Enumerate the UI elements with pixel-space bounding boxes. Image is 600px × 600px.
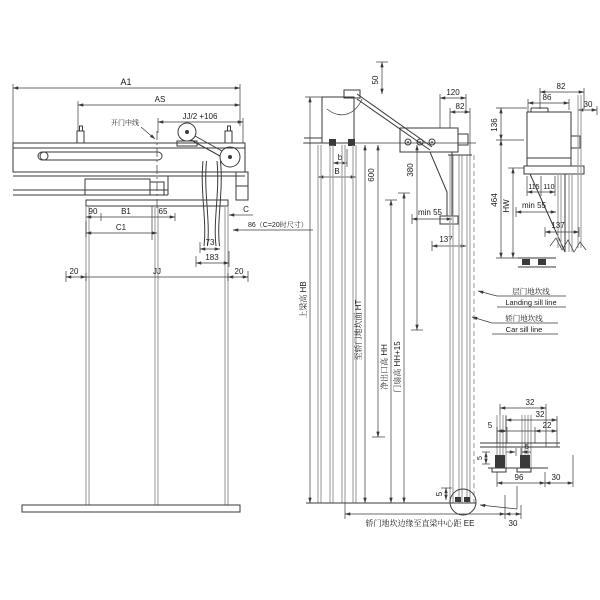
dim-137-right: 137 xyxy=(551,221,565,230)
dim-20-left: 20 xyxy=(69,267,79,276)
dim-5c: 5 xyxy=(477,456,484,460)
dim-c1: C1 xyxy=(115,223,127,232)
dim-c: C xyxy=(243,205,249,214)
dim-min55-mid: min 55 xyxy=(417,208,443,217)
dim-115: 115 xyxy=(528,184,540,191)
dim-as: AS xyxy=(154,95,166,104)
dim-73: 73 xyxy=(205,238,215,247)
dim-hw: HW xyxy=(502,199,511,213)
dim-82-right: 82 xyxy=(556,82,566,91)
dim-5a: 5 xyxy=(487,421,493,430)
dim-b-small: b xyxy=(337,153,343,162)
dim-30-detail: 30 xyxy=(551,473,561,482)
dim-5-mid: 5 xyxy=(435,491,444,497)
landing-sill-line-en: Landing sill line xyxy=(505,298,557,307)
dim-96: 96 xyxy=(514,473,524,482)
dim-c-note: 86（C=20时尺寸） xyxy=(248,222,308,229)
car-sill-line-cn: 轿门地坎线 xyxy=(505,314,543,323)
dim-a1: A1 xyxy=(120,77,132,87)
dim-50: 50 xyxy=(371,75,380,85)
landing-sill-line-cn: 层门地坎线 xyxy=(512,287,550,296)
dim-86-right: 86 xyxy=(542,93,552,102)
dim-30-mid: 30 xyxy=(508,519,518,528)
dim-65: 65 xyxy=(158,207,168,216)
sill-detail-view xyxy=(477,398,573,487)
dim-ee: 轿门地坎边缘至直梁中心距 EE xyxy=(365,519,475,528)
dim-min55-right: min 55 xyxy=(521,201,547,210)
dim-22: 22 xyxy=(542,421,552,430)
dim-82-mid: 82 xyxy=(455,102,465,111)
dim-30-right: 30 xyxy=(583,100,593,109)
dim-32a: 32 xyxy=(525,398,535,407)
dim-b1: B1 xyxy=(121,207,131,216)
dim-20-right: 20 xyxy=(234,267,244,276)
dim-jj: JJ xyxy=(153,267,161,276)
car-sill-line-en: Car sill line xyxy=(505,325,543,334)
dim-b-large: B xyxy=(334,167,340,176)
dim-137-mid: 137 xyxy=(439,235,453,244)
dim-32b: 32 xyxy=(535,410,545,419)
dim-136: 136 xyxy=(490,118,499,132)
header-mount-detail-view xyxy=(472,82,597,334)
front-view xyxy=(13,77,313,512)
dim-hh: 净出口高 HH xyxy=(380,344,389,390)
dim-jj-half: JJ/2 +106 xyxy=(182,112,218,121)
dim-5b: 5 xyxy=(525,444,529,451)
dim-110: 110 xyxy=(543,184,555,191)
door-centerline-label: 开门中线 xyxy=(111,120,139,127)
dim-120: 120 xyxy=(446,88,460,97)
dim-380: 380 xyxy=(406,163,415,177)
dim-90: 90 xyxy=(88,207,98,216)
dim-ht: 至轿门地坎面 HT xyxy=(354,299,363,361)
dim-hh15: 门扇高 HH+15 xyxy=(393,341,402,393)
section-view xyxy=(298,62,521,528)
dim-464: 464 xyxy=(490,193,499,207)
dim-183: 183 xyxy=(205,253,219,262)
dim-600: 600 xyxy=(367,168,376,182)
dim-hb: 上梁高 HB xyxy=(299,281,308,319)
